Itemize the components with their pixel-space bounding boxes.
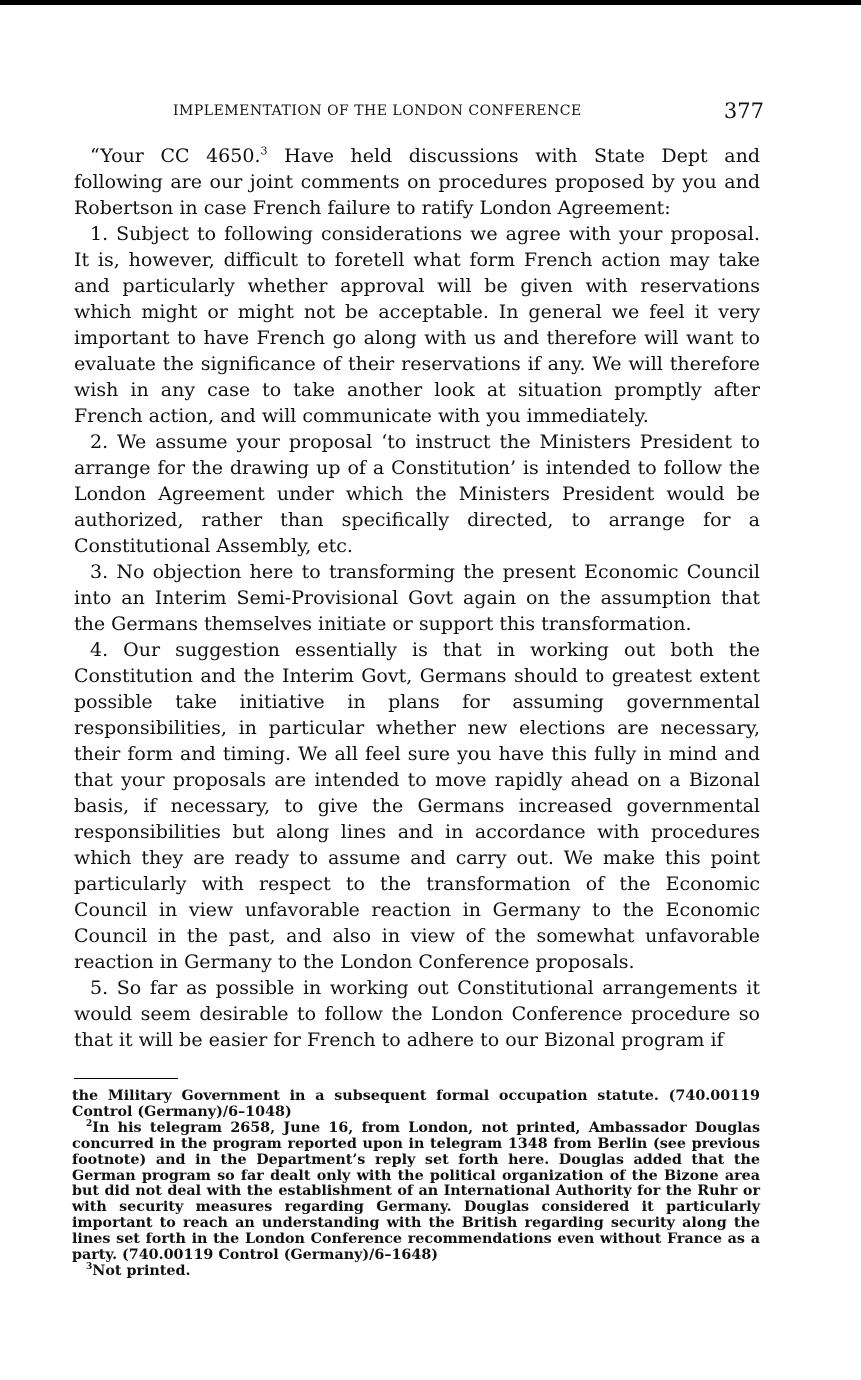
page-header bbox=[173, 99, 764, 125]
paragraph-4: 4. Our suggestion essentially is that in working out both the Constitution and the Interim Govt, Germans should to greatest extent possible take initiative in plans for assuming governmental responsibilities, in particular whether new elections are necessary, their form and timing. We all feel sure you have this fully in mind and that your proposals are intended to move rapidly ahead on a Bizonal basis, if necessary, to give the Germans increased governmental responsibilities but along lines and in accordance with procedures which they are ready to assume and carry out. We make this point particularly with respect to the transformation of the Economic Council in view unfavorable reaction in Germany to the Economic Council in the past, and also in view of the somewhat unfavorable reaction in Germany to the London Conference proposals. bbox=[74, 639, 760, 973]
intro-text: Have held discussions with State Dept and following are our joint comments on procedures proposed by you and Robertson in case French failure to ratify London Agreement: bbox=[74, 145, 760, 219]
body-text bbox=[74, 143, 760, 1053]
footnotes bbox=[72, 1089, 760, 1280]
page-number: 377 bbox=[723, 99, 764, 123]
footnote-2-text: In his telegram 2658, June 16, from London, not printed, Ambassador Douglas concurred in the program reported upon in telegram 1348 from Berlin (see previous footnote) and in the Department’s reply set forth here. Douglas added that the German program so far dealt only with the political organization of the Bizone area but did not deal with the establishment of an International Authority for the Ruhr or with security measures regarding Germany. Douglas considered it particularly important to reach an understanding with the British regarding security along the lines set forth in the London Conference recommendations even without France as a party. (740.00119 Control (Germany)/6–1648) bbox=[72, 1119, 760, 1264]
intro-paragraph bbox=[74, 143, 760, 221]
footnote-3 bbox=[72, 1264, 760, 1280]
paragraph-3: 3. No objection here to transforming the present Economic Council into an Interim Semi-Provisional Govt again on the assumption that the Germans themselves initiate or support this transformation. bbox=[74, 561, 760, 635]
footnote-2 bbox=[72, 1121, 760, 1264]
footnote-divider bbox=[74, 1078, 178, 1079]
intro-open: “Your CC 4650. bbox=[90, 145, 261, 167]
paragraph-2: 2. We assume your proposal ‘to instruct the Ministers President to arrange for the drawing up of a Constitution’ is intended to follow the London Agreement under which the Ministers President would be authorized, rather than specifically directed, to arrange for a Constitutional Assembly, etc. bbox=[74, 431, 760, 557]
top-border bbox=[0, 0, 861, 5]
footnote-ref-3: 3 bbox=[260, 144, 268, 158]
running-head: IMPLEMENTATION OF THE LONDON CONFERENCE bbox=[173, 103, 582, 119]
footnote-3-text: Not printed. bbox=[92, 1262, 191, 1279]
footnote-3-marker: 3 bbox=[86, 1262, 93, 1273]
footnote-2-marker: 2 bbox=[86, 1119, 93, 1130]
footnote-continuation: the Military Government in a subsequent formal occupation statute. (740.00119 Control (Germany)/6–1048) bbox=[72, 1088, 760, 1120]
paragraph-1: 1. Subject to following considerations we agree with your proposal. It is, however, difficult to foretell what form French action may take and particularly whether approval will be given with reservations which might or might not be acceptable. In general we feel it very important to have French go along with us and therefore will want to evaluate the significance of their reservations if any. We will therefore wish in any case to take another look at situation promptly after French action, and will communicate with you immediately. bbox=[74, 223, 760, 427]
paragraph-5: 5. So far as possible in working out Constitutional arrangements it would seem desirable to follow the London Conference procedure so that it will be easier for French to adhere to our Bizonal program if bbox=[74, 977, 760, 1051]
